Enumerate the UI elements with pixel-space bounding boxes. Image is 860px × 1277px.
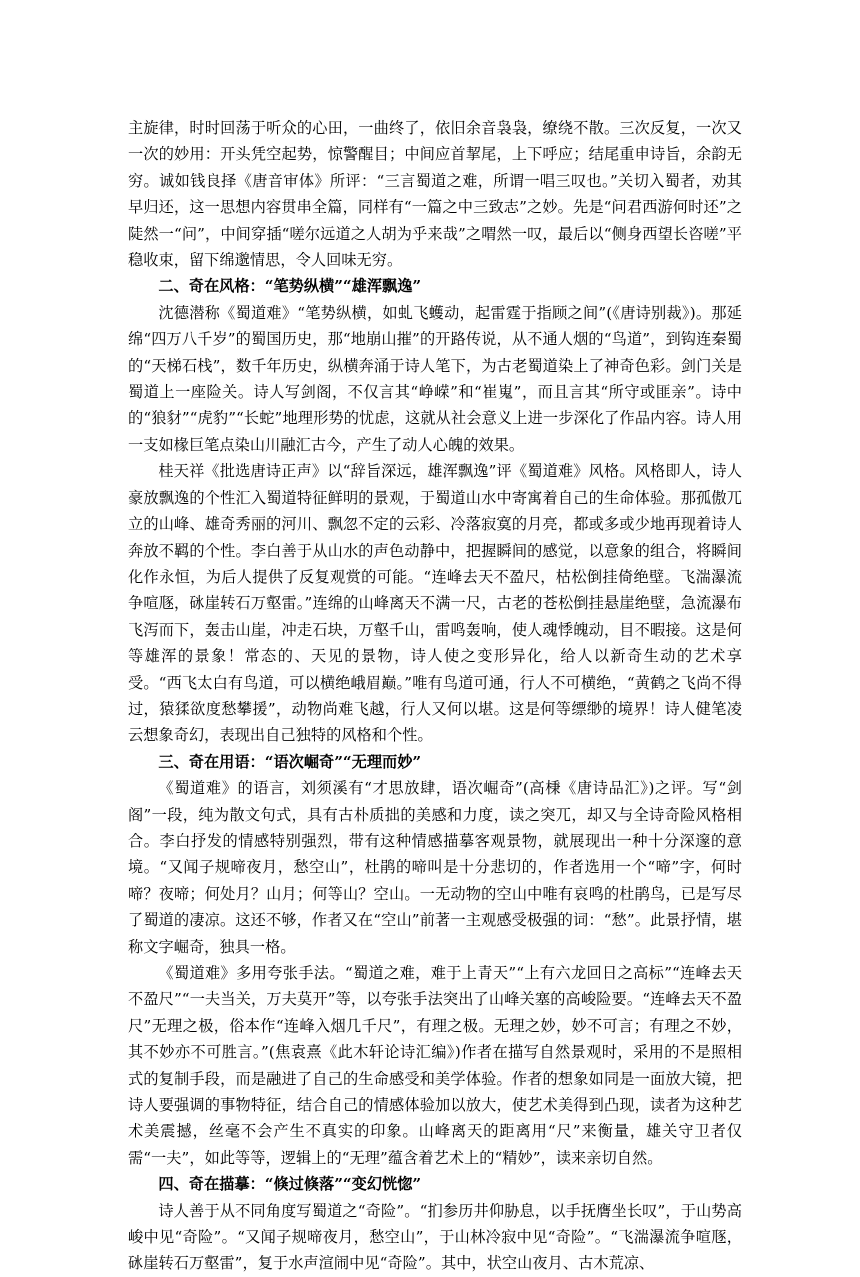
paragraph-language-1: 《蜀道难》的语言，刘须溪有“才思放肆，语次崛奇”(高棅《唐诗品汇》)之评。写“剑阁”一段，纯为散文句式，具有古朴质拙的美感和力度，读之突兀，却又与全诗奇险风格相合。李白抒发的情感特别强烈，带有这种情感描摹客观景物，就展现出一种十分深邃的意境。“又闻子规啼夜月，愁空山”，杜鹃的啼叫是十分悲切的，作者选用一个“啼”字，何时啼？夜啼；何处月？山月；何等山？空山。一无动物的空山中唯有哀鸣的杜鹃鸟，已是写尽了蜀道的凄凉。这还不够，作者又在“空山”前著一主观感受极强的词：“愁”。此景抒情，堪称文字崛奇，独具一格。 <box>128 779 742 956</box>
section-heading-3: 三、奇在用语：“语次崛奇”“无理而妙” <box>158 752 422 771</box>
paragraph-style-1: 沈德潜称《蜀道难》“笔势纵横，如虬飞蠖动，起雷霆于指顾之间”(《唐诗别裁》)。那延绵“四万八千岁”的蜀国历史，那“地崩山摧”的开路传说，从不通人烟的“鸟道”，到钩连秦蜀的“天梯石栈”，数千年历史，纵横奔涌于诗人笔下，为古老蜀道染上了神奇色彩。剑门关是蜀道上一座险关。诗人写剑阁，不仅言其“峥嵘”和“崔嵬”，而且言其“所守或匪亲”。诗中的“狼豺”“虎豹”“长蛇”地理形势的忧虑，这就从社会意义上进一步深化了作品内容。诗人用一支如椽巨笔点染山川融汇古今，产生了动人心魄的效果。 <box>128 303 742 454</box>
paragraph-intro-continued: 主旋律，时时回荡于听众的心田，一曲终了，依旧余音袅袅，缭绕不散。三次反复，一次又一次的妙用：开头凭空起势，惊警醒目；中间应首挈尾，上下呼应；结尾重申诗旨，余韵无穷。诚如钱良择《唐音审体》所评：“三言蜀道之难，所谓一唱三叹也。”关切入蜀者，劝其早归还，这一思想内容贯串全篇，同样有“一篇之中三致志”之妙。先是“问君西游何时还”之陡然一“问”，中间穿插“嗟尔远道之人胡为乎来哉”之喟然一叹，最后以“侧身西望长咨嗟”平稳收束，留下绵邈情思，令人回味无穷。 <box>128 119 742 270</box>
section-heading-4: 四、奇在描摹：“倏过倏落”“变幻恍惚” <box>158 1175 422 1194</box>
paragraph-style-2: 桂天祥《批选唐诗正声》以“辞旨深远，雄浑飘逸”评《蜀道难》风格。风格即人，诗人豪放飘逸的个性汇入蜀道特征鲜明的景观，于蜀道山水中寄寓着自己的生命体验。那孤傲兀立的山峰、雄奇秀丽的河川、飘忽不定的云彩、冷落寂寞的月亮，都或多或少地再现着诗人奔放不羁的个性。李白善于从山水的声色动静中，把握瞬间的感觉，以意象的组合，将瞬间化作永恒，为后人提供了反复观赏的可能。“连峰去天不盈尺，枯松倒挂倚绝壁。飞湍瀑流争喧豗，砯崖转石万壑雷。”连绵的山峰离天不满一尺，古老的苍松倒挂悬崖绝壁，急流瀑布飞泻而下，轰击山崖，冲走石块，万壑千山，雷鸣轰响，使人魂悸魄动，目不暇接。这是何等雄浑的景象！常态的、天见的景物，诗人使之变形异化，给人以新奇生动的艺术享受。“西飞太白有鸟道，可以横绝峨眉巅。”唯有鸟道可通，行人不可横绝，“黄鹤之飞尚不得过，猿猱欲度愁攀援”，动物尚难飞越，行人又何以堪。这是何等缥缈的境界！诗人健笔凌云想象奇幻，表现出自己独特的风格和个性。 <box>128 462 742 745</box>
article-body <box>128 115 742 1277</box>
paragraph-language-2: 《蜀道难》多用夸张手法。“蜀道之难，难于上青天”“上有六龙回日之高标”“连峰去天不盈尺”“一夫当关，万夫莫开”等，以夸张手法突出了山峰关塞的高峻险要。“连峰去天不盈尺”无理之极，俗本作“连峰入烟几千尺”，有理之极。无理之妙，妙不可言；有理之不妙，其不妙亦不可胜言。”(焦袁熹《此木轩论诗汇编》)作者在描写自然景观时，采用的不是照相式的复制手段，而是融进了自己的生命感受和美学体验。作者的想象如同是一面放大镜，把诗人要强调的事物特征，结合自己的情感体验加以放大，使艺术美得到凸现，读者为这种艺术美震撼，丝毫不会产生不真实的印象。山峰离天的距离用“尺”来衡量，雄关守卫者仅需“一夫”，如此等等，逻辑上的“无理”蕴含着艺术上的“精妙”，读来亲切自然。 <box>128 964 742 1167</box>
paragraph-description-1: 诗人善于从不同角度写蜀道之“奇险”。“扪参历井仰胁息，以手抚膺坐长叹”，于山势高峻中见“奇险”。“又闻子规啼夜月，愁空山”，于山林冷寂中见“奇险”。“飞湍瀑流争喧豗，砯崖转石万壑雷”，复于水声渲闹中见“奇险”。其中，状空山夜月、古木荒凉、 <box>128 1201 742 1273</box>
section-heading-2: 二、奇在风格：“笔势纵横”“雄浑飘逸” <box>158 277 422 296</box>
